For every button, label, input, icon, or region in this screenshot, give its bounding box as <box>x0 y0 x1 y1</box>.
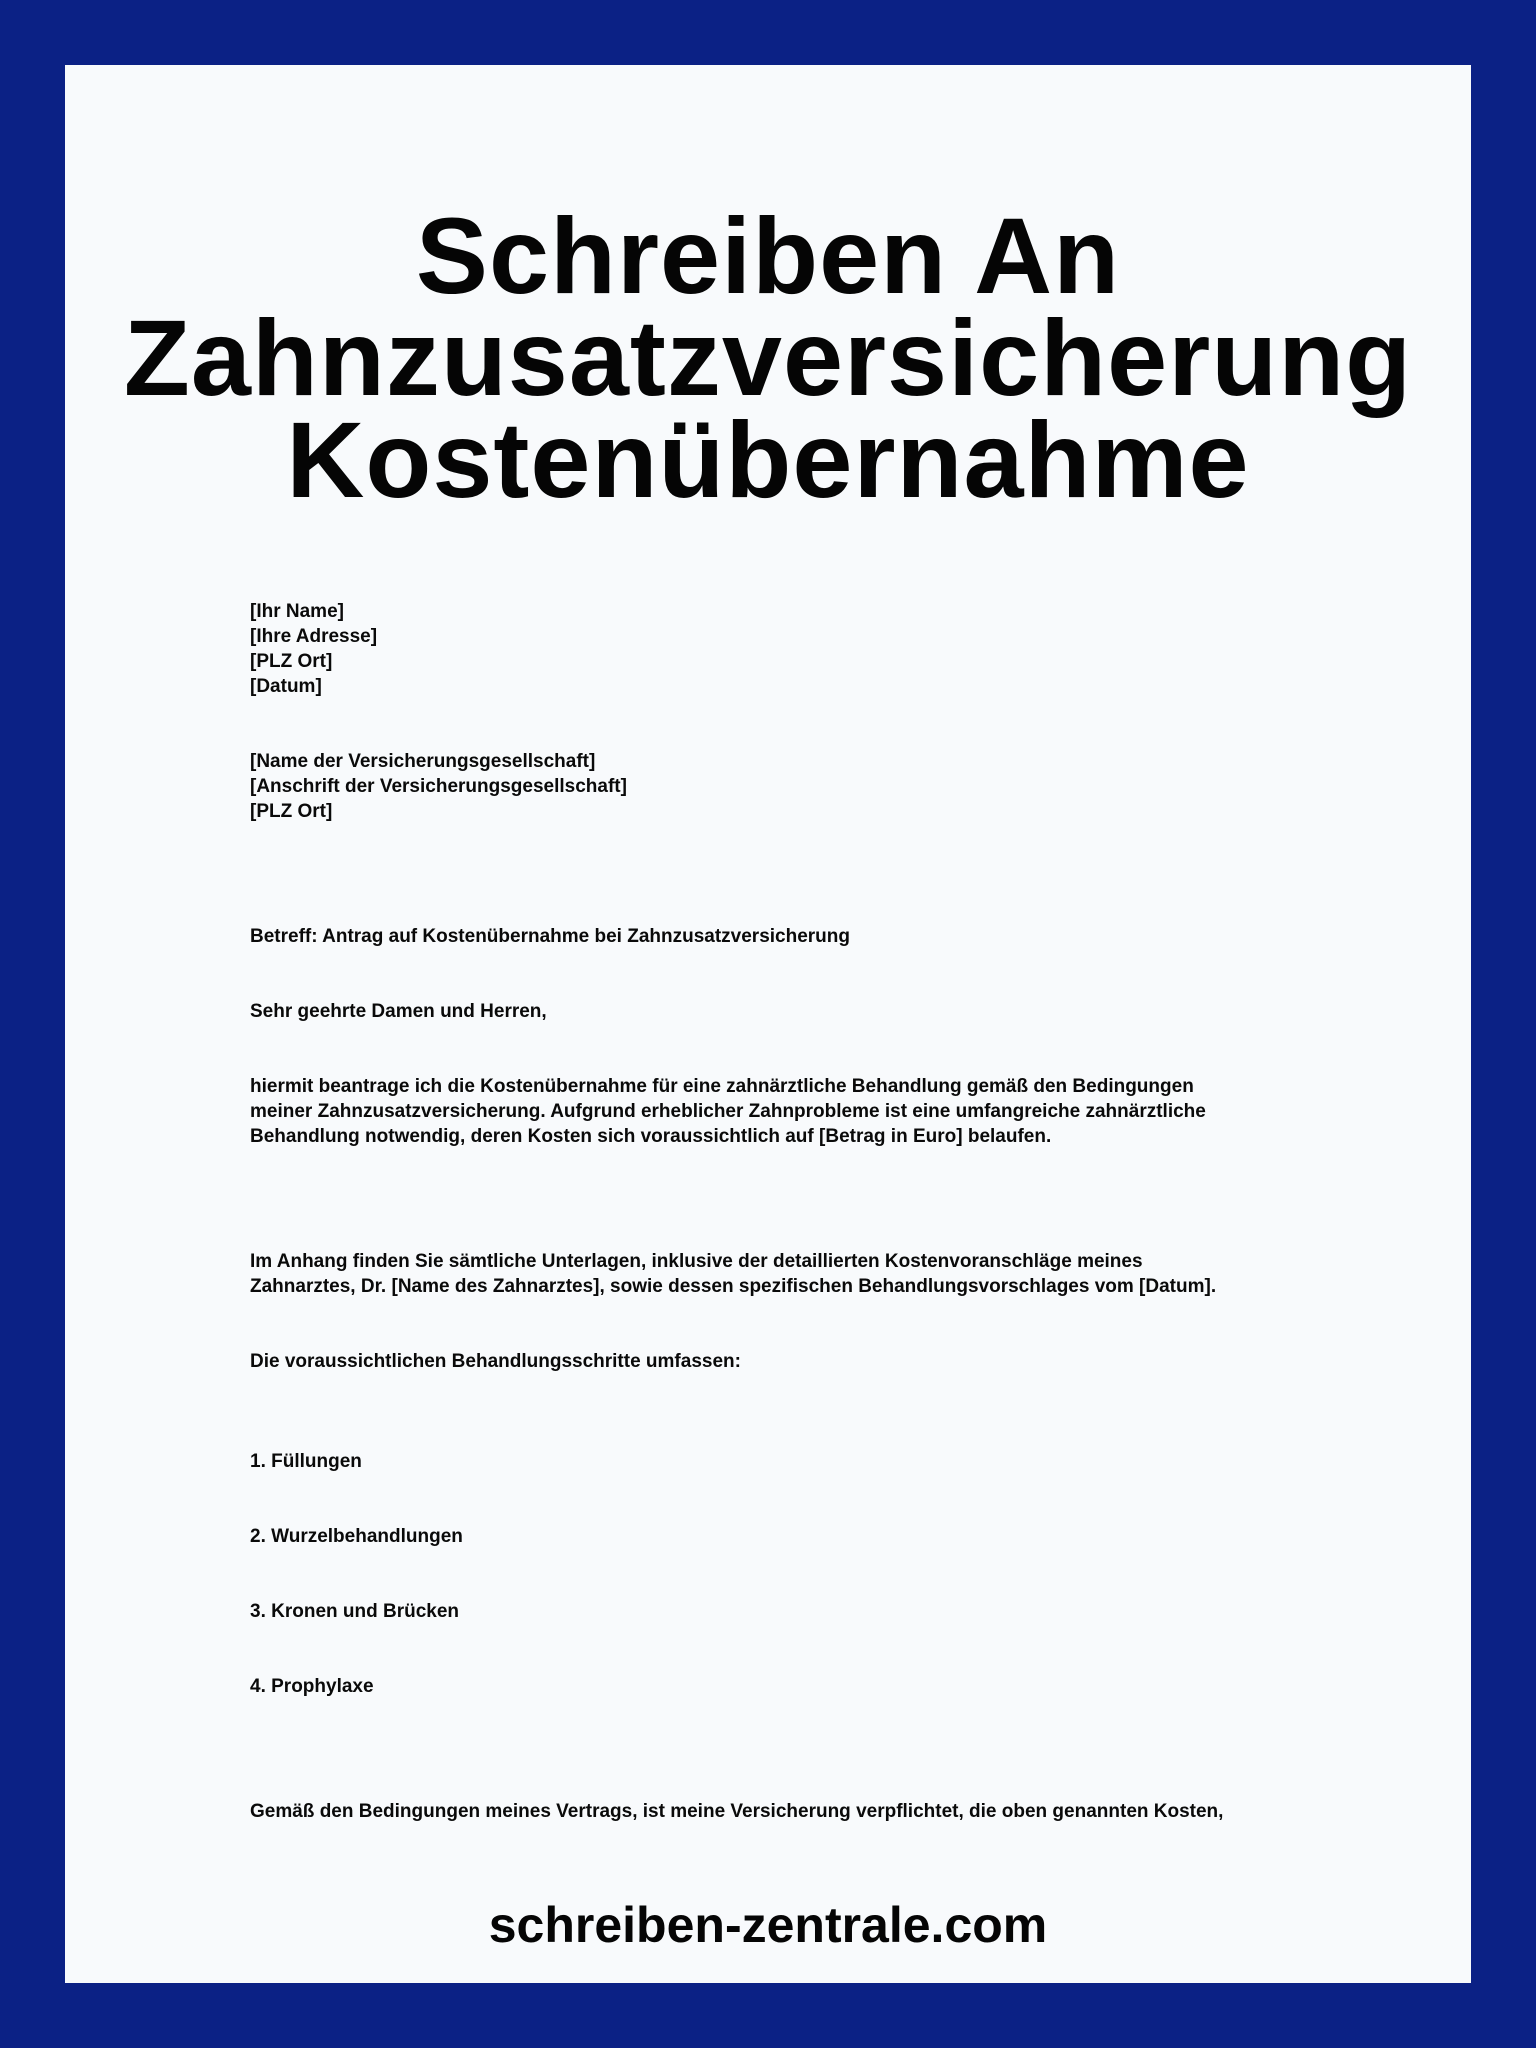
paragraph-request <box>250 1074 1330 1149</box>
paragraph-line: meiner Zahnzusatzversicherung. Aufgrund erheblicher Zahnprobleme ist eine umfangreiche zahnärztliche <box>250 1101 1206 1122</box>
steps-intro: Die voraussichtlichen Behandlungsschritte umfassen: <box>250 1351 741 1372</box>
list-item: 4. Prophylaxe <box>250 1676 374 1697</box>
recipient-line: [PLZ Ort] <box>250 801 333 822</box>
document-title <box>65 195 1471 520</box>
document-page <box>65 65 1471 1983</box>
recipient-line: [Name der Versicherungsgesellschaft] <box>250 751 596 772</box>
sender-line: [Ihr Name] <box>250 601 344 622</box>
footer-site-link[interactable]: schreiben-zentrale.com <box>488 1897 1048 1953</box>
subject-line: Betreff: Antrag auf Kostenübernahme bei Zahnzusatzversicherung <box>250 926 851 947</box>
sender-address <box>250 599 1330 699</box>
paragraph-line: Behandlung notwendig, deren Kosten sich voraussichtlich auf [Betrag in Euro] belaufen. <box>250 1126 1052 1147</box>
paragraph-attachments <box>250 1249 1330 1299</box>
sender-line: [Datum] <box>250 676 322 697</box>
sender-line: [Ihre Adresse] <box>250 626 378 647</box>
title-line: Schreiben An <box>415 195 1121 316</box>
list-item: 2. Wurzelbehandlungen <box>250 1526 463 1547</box>
recipient-line: [Anschrift der Versicherungsgesellschaft] <box>250 776 627 797</box>
sender-line: [PLZ Ort] <box>250 651 333 672</box>
title-line: Zahnzusatzversicherung <box>123 297 1413 418</box>
paragraph-line: Zahnarztes, Dr. [Name des Zahnarztes], sowie dessen spezifischen Behandlungsvorschlages vom [Datum]. <box>250 1276 1217 1297</box>
paragraph-line: Im Anhang finden Sie sämtliche Unterlagen, inklusive der detaillierten Kostenvoranschläge meines <box>250 1251 1143 1272</box>
title-line: Kostenübernahme <box>286 399 1250 520</box>
closing-line: Gemäß den Bedingungen meines Vertrags, ist meine Versicherung verpflichtet, die oben genannten Kosten, <box>250 1801 1224 1822</box>
list-item: 1. Füllungen <box>250 1451 362 1472</box>
list-item: 3. Kronen und Brücken <box>250 1601 460 1622</box>
salutation: Sehr geehrte Damen und Herren, <box>250 1001 547 1022</box>
paragraph-line: hiermit beantrage ich die Kostenübernahme für eine zahnärztliche Behandlung gemäß den Bedingungen <box>250 1076 1194 1097</box>
recipient-address <box>250 749 1330 824</box>
